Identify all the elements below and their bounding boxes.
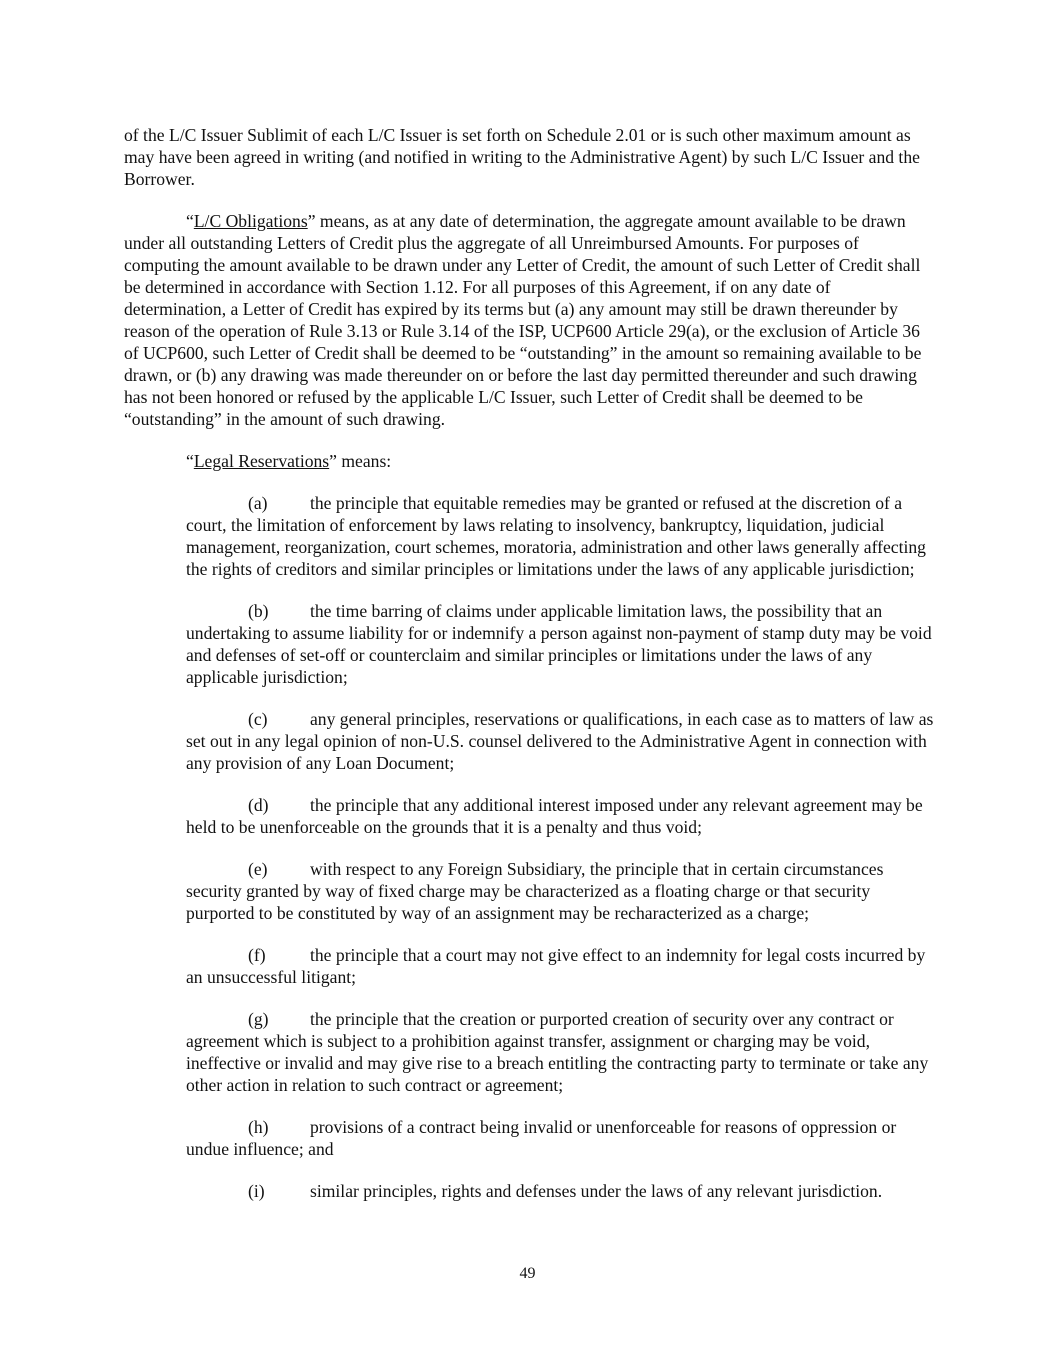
list-item-label: (c): [248, 709, 268, 729]
list-item-label: (a): [248, 493, 268, 513]
list-item-label: (g): [248, 1009, 269, 1029]
intro-paragraph: of the L/C Issuer Sublimit of each L/C Issuer is set forth on Schedule 2.01 or is such other maximum amount as may have been agreed in writing (and notified in writing to the Administrative Agent) by such L/C Issuer and the Borrower.: [124, 125, 920, 189]
list-item-text: the principle that equitable remedies may be granted or refused at the discretion of a court, the limitation of enforcement by laws relating to insolvency, bankruptcy, liquidation, judicial management, reorganization, court schemes, moratoria, administration and other laws generally affecting the rights of creditors and similar principles or limitations under the laws of any applicable jurisdiction;: [186, 493, 926, 579]
list-item-f: [186, 944, 934, 988]
defined-term-lc-obligations: L/C Obligations: [193, 211, 308, 231]
list-item-text: any general principles, reservations or qualifications, in each case as to matters of law as set out in any legal opinion of non-U.S. counsel delivered to the Administrative Agent in connection with any provision of any Loan Document;: [186, 709, 934, 773]
list-item-a: [186, 492, 934, 580]
list-item-d: [186, 794, 934, 838]
list-item-label: (i): [248, 1181, 265, 1201]
list-item-text: provisions of a contract being invalid or unenforceable for reasons of oppression or undue influence; and: [186, 1117, 897, 1159]
list-item-label: (e): [248, 859, 268, 879]
definition-body: ” means, as at any date of determination, the aggregate amount available to be drawn under all outstanding Letters of Credit plus the aggregate of all Unreimbursed Amounts. For purposes of computing the amount available to be drawn under any Letter of Credit, the amount of such Letter of Credit shall be determined in accordance with Section 1.12. For all purposes of this Agreement, if on any date of determination, a Letter of Credit has expired by its terms but (a) any amount may still be drawn thereunder by reason of the operation of Rule 3.13 or Rule 3.14 of the ISP, UCP600 Article 29(a), or the exclusion of Article 36 of UCP600, such Letter of Credit shall be deemed to be “outstanding” in the amount so remaining available to be drawn, or (b) any drawing was made thereunder on or before the last day permitted thereunder and such drawing has not been honored or refused by the applicable L/C Issuer, such Letter of Credit shall be deemed to be “outstanding” in the amount of such drawing.: [124, 211, 922, 429]
list-item-label: (b): [248, 601, 269, 621]
lc-obligations-definition: [124, 210, 934, 430]
definition-body: ” means:: [329, 451, 392, 471]
list-item-b: [186, 600, 934, 688]
list-item-text: with respect to any Foreign Subsidiary, the principle that in certain circumstances security granted by way of fixed charge may be characterized as a floating charge or that security purported to be constituted by way of an assignment may be recharacterized as a charge;: [186, 859, 884, 923]
list-item-text: the time barring of claims under applicable limitation laws, the possibility that an undertaking to assume liability for or indemnify a person against non-payment of stamp duty may be void and defenses of set-off or counterclaim and similar principles or limitations under the laws of any applicable jurisdiction;: [186, 601, 932, 687]
list-item-label: (h): [248, 1117, 269, 1137]
list-item-text: the principle that any additional interest imposed under any relevant agreement may be held to be unenforceable on the grounds that it is a penalty and thus void;: [186, 795, 923, 837]
list-item-h: [186, 1116, 934, 1160]
list-item-text: the principle that a court may not give effect to an indemnity for legal costs incurred by an unsuccessful litigant;: [186, 945, 926, 987]
list-item-label: (f): [248, 945, 266, 965]
document-page: [124, 124, 934, 1222]
open-quote: “: [186, 211, 194, 231]
legal-reservations-list: [186, 492, 934, 1202]
legal-reservations-definition: [124, 450, 934, 472]
list-item-text: similar principles, rights and defenses under the laws of any relevant jurisdiction.: [310, 1181, 883, 1201]
defined-term-legal-reservations: Legal Reservations: [193, 451, 330, 471]
list-item-label: (d): [248, 795, 269, 815]
list-item-e: [186, 858, 934, 924]
list-item-g: [186, 1008, 934, 1096]
list-item-text: the principle that the creation or purported creation of security over any contract or agreement which is subject to a prohibition against transfer, assignment or charging may be void, ineffective or invalid and may give rise to a breach entitling the contracting party to terminate or take any other action in relation to such contract or agreement;: [186, 1009, 929, 1095]
page-number: 49: [519, 1265, 536, 1282]
list-item-i: [186, 1180, 934, 1202]
open-quote: “: [186, 451, 194, 471]
list-item-c: [186, 708, 934, 774]
